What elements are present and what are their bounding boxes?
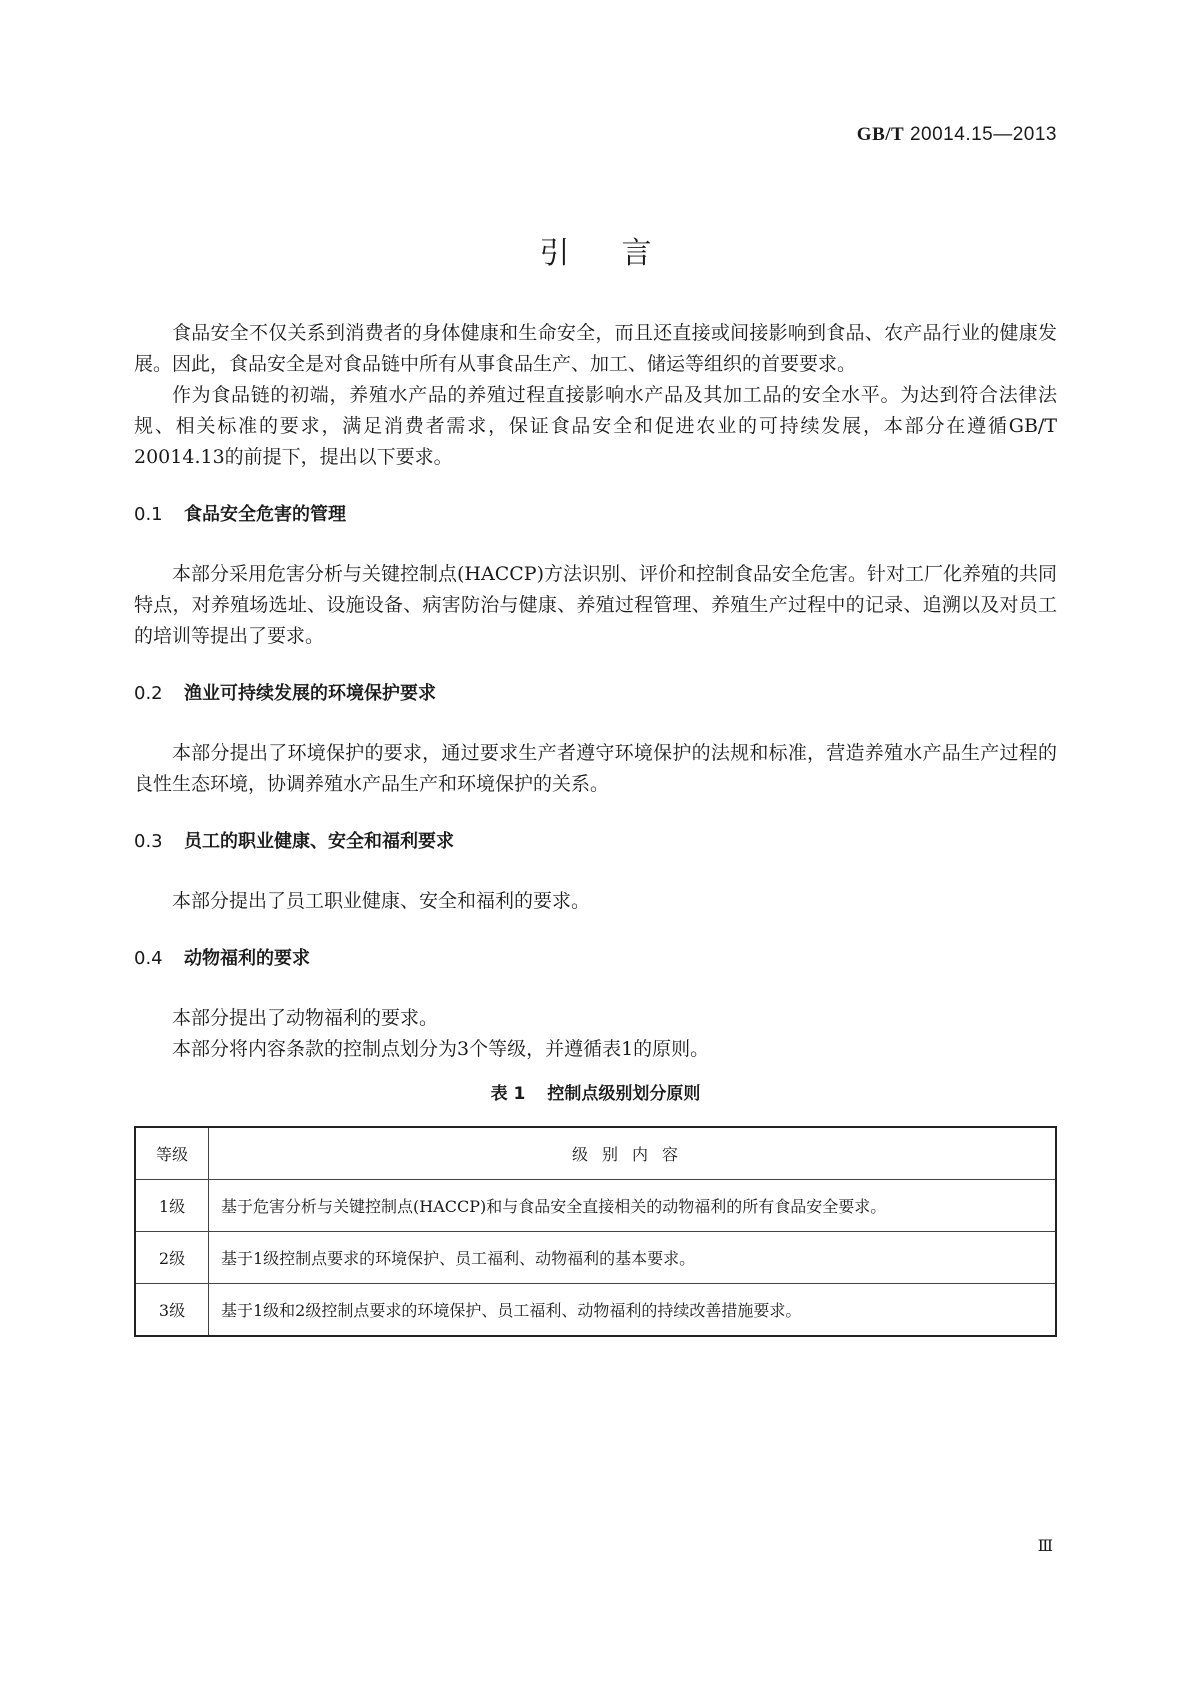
table-number: 表 1	[490, 1084, 526, 1104]
table-cell-grade: 1级	[135, 1180, 209, 1232]
table-title: 控制点级别划分原则	[547, 1084, 701, 1104]
standard-code	[857, 124, 1057, 146]
intro-paragraph-1: 食品安全不仅关系到消费者的身体健康和生命安全，而且还直接或间接影响到食品、农产品行业的健康发展。因此，食品安全是对食品链中所有从事食品生产、加工、储运等组织的首要要求。	[134, 322, 1057, 375]
section-0-2-paragraph: 本部分提出了环境保护的要求，通过要求生产者遵守环境保护的法规和标准，营造养殖水产品生产过程的良性生态环境，协调养殖水产品生产和环境保护的关系。	[134, 742, 1057, 795]
intro-paragraph-2: 作为食品链的初端，养殖水产品的养殖过程直接影响水产品及其加工品的安全水平。为达到符合法律法规、相关标准的要求，满足消费者需求，保证食品安全和促进农业的可持续发展，本部分在遵循GB/T 20014.13的前提下，提出以下要求。	[134, 384, 1057, 468]
table-cell-content: 基于1级和2级控制点要求的环境保护、员工福利、动物福利的持续改善措施要求。	[209, 1284, 1057, 1337]
section-number: 0.1	[134, 504, 163, 525]
table-row	[135, 1232, 1056, 1284]
table-header-content: 级别内容	[209, 1127, 1057, 1180]
table-row	[135, 1180, 1056, 1232]
section-heading-0-3	[134, 828, 1057, 856]
page-title: 引言	[539, 236, 704, 271]
table-header-row	[135, 1127, 1056, 1180]
standard-code-number: 20014.15—2013	[909, 124, 1057, 145]
table-header-grade: 等级	[135, 1127, 209, 1180]
table-caption	[134, 1079, 1057, 1104]
table-cell-content: 基于危害分析与关键控制点(HACCP)和与食品安全直接相关的动物福利的所有食品安全要求。	[209, 1180, 1057, 1232]
table-row	[135, 1284, 1056, 1337]
table-cell-content: 基于1级控制点要求的环境保护、员工福利、动物福利的基本要求。	[209, 1232, 1057, 1284]
section-0-4-paragraph-1: 本部分提出了动物福利的要求。	[172, 1007, 439, 1029]
table-cell-grade: 3级	[135, 1284, 209, 1337]
section-title: 员工的职业健康、安全和福利要求	[184, 831, 454, 852]
section-heading-0-1	[134, 501, 1057, 529]
section-title: 动物福利的要求	[184, 948, 310, 969]
standard-code-prefix: GB/T	[856, 124, 905, 145]
page-number: Ⅲ	[1037, 1538, 1053, 1555]
section-heading-0-2	[134, 680, 1057, 708]
section-number: 0.4	[134, 948, 163, 969]
section-title: 食品安全危害的管理	[184, 504, 346, 525]
section-heading-0-4	[134, 945, 1057, 973]
section-number: 0.2	[134, 683, 163, 704]
document-body	[134, 318, 1057, 1337]
section-number: 0.3	[134, 831, 163, 852]
section-0-1-paragraph: 本部分采用危害分析与关键控制点(HACCP)方法识别、评价和控制食品安全危害。针对工厂化养殖的共同特点，对养殖场选址、设施设备、病害防治与健康、养殖过程管理、养殖生产过程中的记录、追溯以及对员工的培训等提出了要求。	[134, 563, 1057, 647]
section-title: 渔业可持续发展的环境保护要求	[184, 683, 436, 704]
section-0-3-paragraph: 本部分提出了员工职业健康、安全和福利的要求。	[172, 890, 591, 912]
table-cell-grade: 2级	[135, 1232, 209, 1284]
section-0-4-paragraph-2: 本部分将内容条款的控制点划分为3个等级，并遵循表1的原则。	[172, 1038, 710, 1060]
control-level-table	[134, 1126, 1057, 1337]
